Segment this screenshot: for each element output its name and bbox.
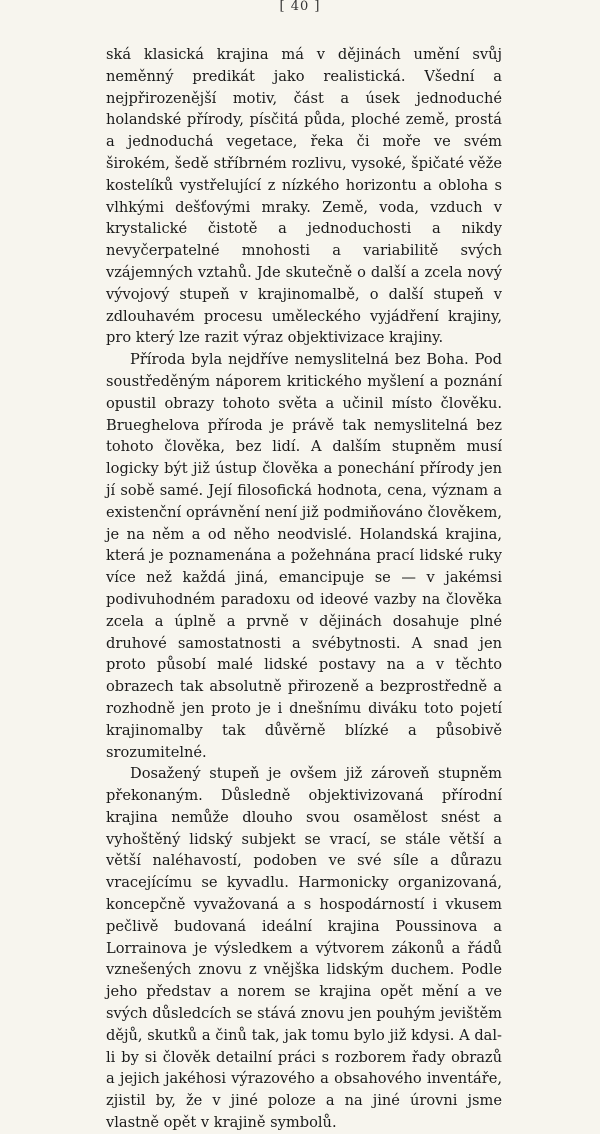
page-number: [ 40 ] [279,0,321,14]
paragraph-1: ská klasická krajina má v dějinách umění svůj neměnný predikát jako realistická. Všední a nejpřirozenější motiv, část a úsek jednoduché holandské přírody, písčitá půda, ploché země, prostá a jednoduchá vegetace, řeka či moře ve svém širokém, šedě stříbrném rozlivu, vysoké, špičaté věže kostelíků vystřelující z nízkého horizontu a obloha s vlhkými dešťovými mraky. Země, voda, vzduch v krystalické čistotě a jednoduchosti a nikdy nevyčerpatelné mnohosti a variabilitě svých vzájemných vztahů. Jde skutečně o další a zcela nový vývojový stupeň v krajinomalbě, o další stupeň v zdlouhavém procesu uměleckého vyjádření krajiny, pro který lze razit výraz objektivizace krajiny. [106,46,502,347]
paragraph-2: Příroda byla nejdříve nemyslitelná bez Boha. Pod soustředěným náporem kritického myšlení a poznání opustil obrazy tohoto světa a učinil místo člověku. Brueghelova příroda je právě tak nemyslitelná bez tohoto člověka, bez lidí. A dalším stupněm musí logicky být již ústup člověka a ponechání přírody jen jí sobě samé. Její filosofická hodnota, cena, význam a existenční oprávnění není již podmiňováno člověkem, je na něm a od něho neodvislé. Holandská krajina, která je poznamenána a požehnána prací lidské ruky více než každá jiná, emancipuje se — v jakémsi podivuhodném paradoxu od ideové vazby na člověka zcela a úplně a prvně v dějinách dosahuje plné druhové samostatnosti a svébytnosti. A snad jen proto působí malé lidské postavy na a v těchto obrazech tak absolutně přirozeně a bezprostředně a rozhodně jen proto je i dnešnímu diváku toto pojetí krajinomalby tak důvěrně blízké a působivě srozumitelné. [106,351,502,761]
body-text [106,44,502,1134]
paragraph-3: Dosažený stupeň je ovšem již zároveň stupněm překonaným. Důsledně objektivizovaná přírodní krajina nemůže dlouho svou osamělost snést a vyhoštěný lidský subjekt se vrací, se stále větší a větší naléhavostí, podoben ve své síle a důrazu vracejícímu se kyvadlu. Harmonicky organizovaná, koncepčně vyvažovaná a s hospodárností i vkusem pečlivě budovaná ideální krajina Poussinova a Lorrainova je výsledkem a výtvorem zákonů a řádů vznešených znovu z vnějška lidským duchem. Podle jeho představ a norem se krajina opět mění a ve svých důsledcích se stává znovu jen pouhým jevištěm dějů, skutků a činů tak, jak tomu bylo již kdysi. A dal-li by si člověk detailní práci s rozborem řady obrazů a jejich jakéhosi výrazového a obsahového inventáře, zjistil by, že v jiné poloze a na jiné úrovni jsme vlastně opět v krajině symbolů. [106,765,502,1132]
